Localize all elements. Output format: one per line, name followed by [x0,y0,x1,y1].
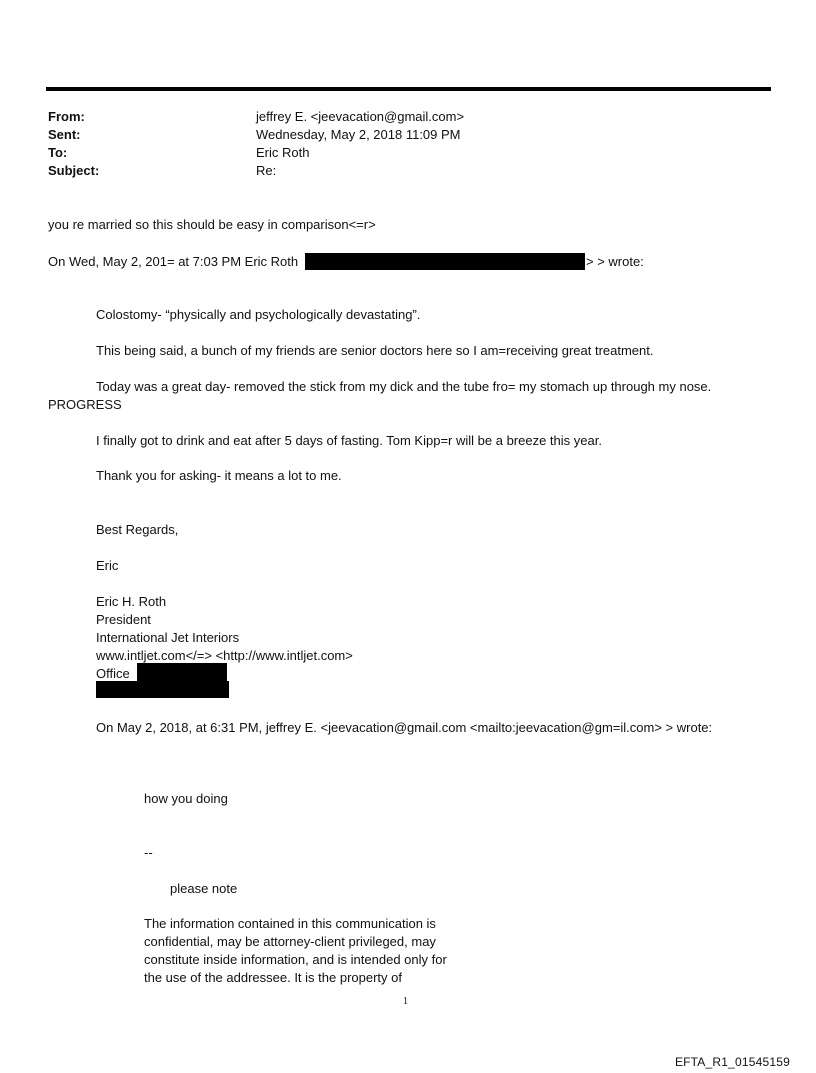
paragraph-treatment: This being said, a bunch of my friends are senior doctors here so I am=receiving great treatment. [96,343,654,358]
disclaimer-line-2: confidential, may be attorney-client privileged, may [144,934,436,949]
signature-office-label: Office [96,666,130,681]
from-value: jeffrey E. <jeevacation@gmail.com> [256,109,465,124]
sent-label: Sent: [48,127,81,142]
subject-value: Re: [256,163,277,178]
quoted-message: how you doing [144,791,228,806]
paragraph-thanks: Thank you for asking- it means a lot to me. [96,468,342,483]
paragraph-colostomy: Colostomy- “physically and psychologically devastating”. [96,307,421,322]
paragraph-progress: PROGRESS [48,397,122,412]
header-rule [46,87,771,91]
signature-title: President [96,612,151,627]
sent-value: Wednesday, May 2, 2018 11:09 PM [256,127,461,142]
signature-website[interactable]: www.intljet.com</=> <http://www.intljet.com> [96,648,353,663]
quote2-intro: On May 2, 2018, at 6:31 PM, jeffrey E. <jeevacation@gmail.com <mailto:jeevacation@gm=il.com> > wrote: [96,720,713,735]
document-id: EFTA_R1_01545159 [674,1055,790,1069]
closing-regards: Best Regards, [96,522,179,537]
paragraph-fasting: I finally got to drink and eat after 5 days of fasting. Tom Kipp=r will be a breeze this year. [96,433,602,448]
redaction-bar-office [137,663,227,681]
redaction-bar-phone [96,681,229,698]
disclaimer-line-1: The information contained in this communication is [144,916,436,931]
disclaimer-line-3: constitute inside information, and is intended only for [144,952,447,967]
quoted-separator: -- [144,845,153,860]
page-number: 1 [403,996,408,1007]
redaction-bar-email [305,253,585,270]
quoted-note: please note [170,881,238,896]
to-label: To: [48,145,68,160]
quote-intro: On Wed, May 2, 201= at 7:03 PM Eric Roth [48,254,299,269]
subject-label: Subject: [48,163,100,178]
to-value: Eric Roth [256,145,310,160]
signature-name: Eric H. Roth [96,594,167,609]
disclaimer-line-4: the use of the addressee. It is the property of [144,970,402,985]
paragraph-great-day: Today was a great day- removed the stick from my dick and the tube fro= my stomach up through my nose. [96,379,712,394]
from-label: From: [48,109,85,124]
closing-name: Eric [96,558,119,573]
signature-company: International Jet Interiors [96,630,240,645]
quote-intro-wrote: > > wrote: [586,254,644,269]
reply-text: you re married so this should be easy in comparison<=r> [48,217,376,232]
